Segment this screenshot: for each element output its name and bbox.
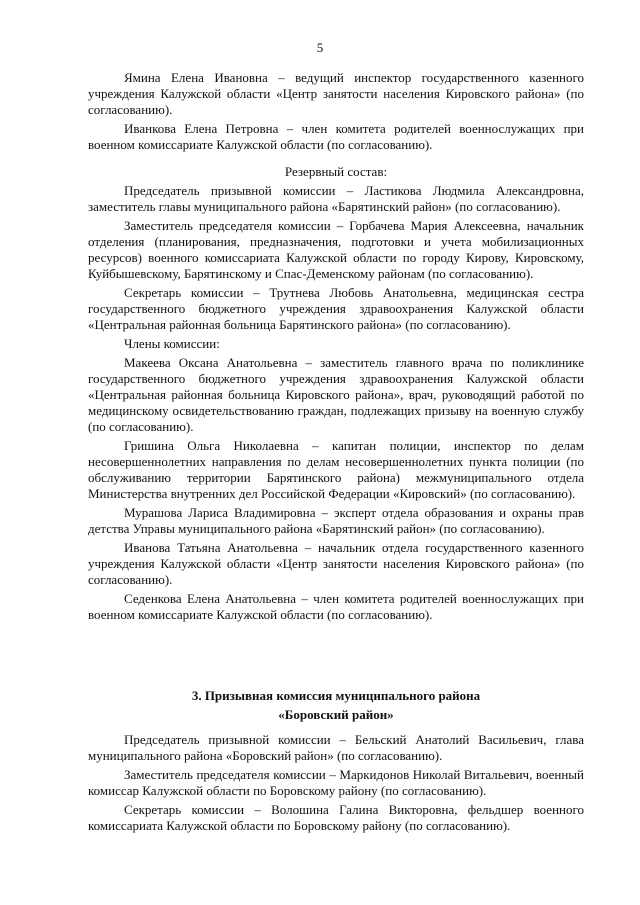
- paragraph: Председатель призывной комиссии – Ластикова Людмила Александровна, заместитель главы муниципального района «Барятинский район» (по согласованию).: [88, 183, 584, 214]
- paragraph: Члены комиссии:: [124, 336, 220, 351]
- reserve-heading: Резервный состав:: [284, 164, 388, 179]
- paragraph: Ямина Елена Ивановна – ведущий инспектор государственного казенного учреждения Калужской области «Центр занятости населения Кировского района» (по согласованию).: [88, 70, 584, 117]
- paragraph: Заместитель председателя комиссии – Горбачева Мария Алексеевна, начальник отделения (планирования, предназначения, подготовки и учета мобилизационных ресурсов) военного комиссариата Калужской области по городу Кирову, Кировскому, Куйбышевскому, Барятинскому и Спас-Деменскому районам (по согласованию).: [88, 218, 584, 281]
- top-members: [88, 70, 584, 153]
- section-title: 3. Призывная комиссия муниципального района: [191, 688, 481, 703]
- reserve-section: [88, 164, 584, 623]
- paragraph: Секретарь комиссии – Волошина Галина Викторовна, фельдшер военного комиссариата Калужской области по Боровскому району (по согласованию).: [88, 802, 584, 833]
- section-title: «Боровский район»: [278, 707, 394, 722]
- paragraph: Гришина Ольга Николаевна – капитан полиции, инспектор по делам несовершеннолетних направления по делам несовершеннолетних пункта полиции (по обслуживанию территории Барятинского района) межмуниципального отдела Министерства внутренних дел Российской Федерации «Кировский» (по согласованию).: [88, 438, 584, 501]
- section-3-members: [88, 732, 584, 834]
- paragraph: Председатель призывной комиссии – Бельский Анатолий Васильевич, глава муниципального района «Боровский район» (по согласованию).: [88, 732, 584, 763]
- paragraph: Заместитель председателя комиссии – Маркидонов Николай Витальевич, военный комиссар Калужской области по Боровскому району (по согласованию).: [88, 767, 584, 798]
- paragraph: Седенкова Елена Анатольевна – член комитета родителей военнослужащих при военном комиссариате Калужской области (по согласованию).: [88, 591, 584, 622]
- page-number: 5: [316, 40, 324, 55]
- paragraph: Секретарь комиссии – Трутнева Любовь Анатольевна, медицинская сестра государственного бюджетного учреждения здравоохранения Калужской области «Центральная районная больница Барятинского района» (по согласованию).: [88, 285, 584, 332]
- paragraph: Иванкова Елена Петровна – член комитета родителей военнослужащих при военном комиссариате Калужской области (по согласованию).: [88, 121, 584, 152]
- paragraph: Мурашова Лариса Владимировна – эксперт отдела образования и охраны прав детства Управы муниципального района «Барятинский район» (по согласованию).: [88, 505, 584, 536]
- paragraph: Иванова Татьяна Анатольевна – начальник отдела государственного казенного учреждения Калужской области «Центр занятости населения Кировского района» (по согласованию).: [88, 540, 584, 587]
- section-3: [88, 688, 584, 723]
- paragraph: Макеева Оксана Анатольевна – заместитель главного врача по поликлинике государственного бюджетного учреждения здравоохранения Калужской области «Центральная районная больница Кировского района», врач, руководящий работой по медицинскому освидетельствованию граждан, подлежащих призыву на военную службу (по согласованию).: [88, 355, 584, 434]
